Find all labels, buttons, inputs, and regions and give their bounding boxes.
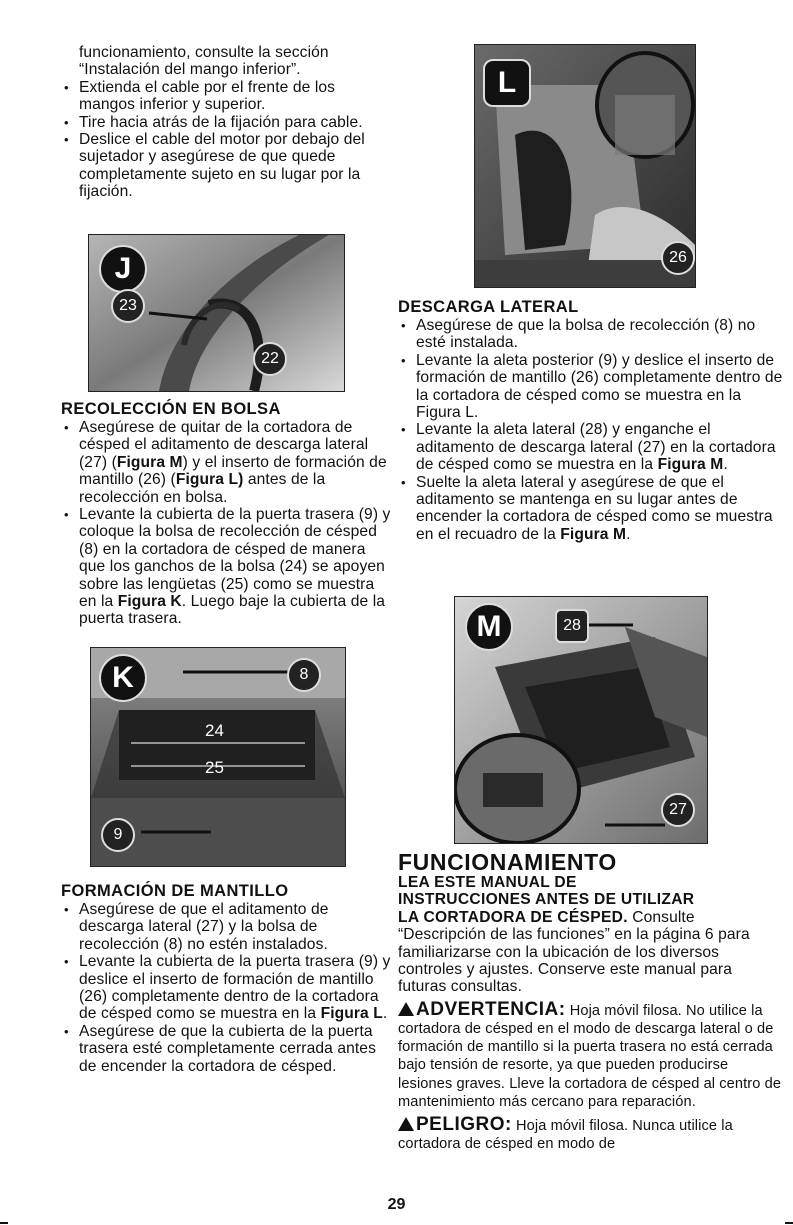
callout-26: 26 bbox=[661, 241, 695, 275]
intro-bullets bbox=[61, 79, 391, 201]
crop-mark bbox=[0, 1222, 8, 1224]
bullet-item: • Asegúrese de que el aditamento de descarga lateral (27) y la bolsa de recolección (8) no estén instalados. bbox=[61, 901, 391, 953]
mantillo-heading: FORMACIÓN DE MANTILLO bbox=[61, 882, 289, 900]
callout-27: 27 bbox=[661, 793, 695, 827]
funcionamiento-body: LA CORTADORA DE CÉSPED. Consulte “Descripción de las funciones” en la página 6 para familiarizarse con la ubicación de los diversos controles y ajustes. Conserve este manual para futuras consultas. bbox=[398, 908, 750, 996]
figure-j-photo bbox=[88, 234, 345, 392]
bullet-item: • Deslice el cable del motor por debajo del sujetador y asegúrese de que quede completamente sujeto en su lugar por la fijación. bbox=[61, 131, 391, 201]
figure-l-label: L bbox=[483, 59, 531, 107]
intro-line-1: funcionamiento, consulte la sección bbox=[79, 44, 329, 61]
advertencia-warning: ADVERTENCIA: Hoja móvil filosa. No utilice la cortadora de césped en el modo de descarga lateral o de formación de mantillo si la puerta trasera no está cerrada bajo tensión de resorte, ya que pueden producirse lesiones graves. Lleve la cortadora de césped al centro de mantenimiento más cercano para reparación. bbox=[398, 998, 782, 1110]
descarga-section bbox=[398, 298, 783, 543]
callout-9: 9 bbox=[101, 818, 135, 852]
callout-24: 24 bbox=[205, 721, 224, 740]
funcionamiento-section bbox=[398, 850, 783, 1153]
funcionamiento-subhead-3: LA CORTADORA DE CÉSPED. bbox=[398, 908, 628, 926]
descarga-heading: DESCARGA LATERAL bbox=[398, 298, 579, 316]
figure-l-photo bbox=[474, 44, 696, 288]
bullet-item: • Levante la cubierta de la puerta trasera (9) y coloque la bolsa de recolección de césped (8) en la cortadora de césped de manera que los ganchos de la bolsa (24) se apoyen sobre las lengüetas (25) como se muestra en la Figura K. Luego baje la cubierta de la puerta trasera. bbox=[61, 506, 391, 628]
bullet-item: • Levante la aleta lateral (28) y enganche el aditamento de descarga lateral (27) en la cortadora de césped como se muestra en la Figura M. bbox=[398, 421, 783, 473]
peligro-warning: PELIGRO: Hoja móvil filosa. Nunca utilice la cortadora de césped en modo de bbox=[398, 1114, 733, 1153]
bullet-item: • Suelte la aleta lateral y asegúrese de que el aditamento se mantenga en su lugar antes de encender la cortadora de césped como se muestra en el recuadro de la Figura M. bbox=[398, 474, 783, 544]
callout-22: 22 bbox=[253, 342, 287, 376]
bullet-item: • Levante la cubierta de la puerta trasera (9) y deslice el inserto de formación de mantillo (26) completamente dentro de la cortadora de césped como se muestra en la Figura L. bbox=[61, 953, 391, 1023]
bullet-item: • Extienda el cable por el frente de los mangos inferior y superior. bbox=[61, 79, 391, 114]
bolsa-section bbox=[61, 400, 391, 628]
warning-triangle-icon bbox=[398, 1002, 414, 1016]
bolsa-heading: RECOLECCIÓN EN BOLSA bbox=[61, 400, 281, 418]
funcionamiento-title: FUNCIONAMIENTO bbox=[398, 849, 617, 875]
warning-triangle-icon bbox=[398, 1117, 414, 1131]
figure-k-label: K bbox=[99, 654, 147, 702]
callout-23: 23 bbox=[111, 289, 145, 323]
funcionamiento-subhead-2: INSTRUCCIONES ANTES DE UTILIZAR bbox=[398, 891, 695, 909]
bullet-item: • Asegúrese de que la cubierta de la puerta trasera esté completamente cerrada antes de encender la cortadora de césped. bbox=[61, 1023, 391, 1075]
figure-k-photo bbox=[90, 647, 346, 867]
bullet-item: • Asegúrese de quitar de la cortadora de césped el aditamento de descarga lateral (27) (Figura M) y el inserto de formación de mantillo (26) (Figura L) antes de la recolección en bolsa. bbox=[61, 419, 391, 506]
bullet-item: • Levante la aleta posterior (9) y deslice el inserto de formación de mantillo (26) completamente dentro de la cortadora de césped como se muestra en la Figura L. bbox=[398, 352, 783, 422]
callout-28: 28 bbox=[555, 609, 589, 643]
figure-j-label: J bbox=[99, 245, 147, 293]
intro-line-2: “Instalación del mango inferior”. bbox=[79, 61, 301, 79]
crop-mark bbox=[785, 1222, 793, 1224]
callout-8: 8 bbox=[287, 658, 321, 692]
callout-25: 25 bbox=[205, 758, 224, 777]
page-number: 29 bbox=[387, 1196, 406, 1213]
mantillo-section bbox=[61, 882, 391, 1075]
funcionamiento-subhead-1: LEA ESTE MANUAL DE bbox=[398, 874, 577, 891]
left-column bbox=[61, 44, 391, 201]
figure-m-photo bbox=[454, 596, 708, 844]
bullet-item: • Tire hacia atrás de la fijación para cable. bbox=[61, 114, 391, 131]
bullet-item: • Asegúrese de que la bolsa de recolección (8) no esté instalada. bbox=[398, 317, 783, 352]
figure-m-label: M bbox=[465, 603, 513, 651]
